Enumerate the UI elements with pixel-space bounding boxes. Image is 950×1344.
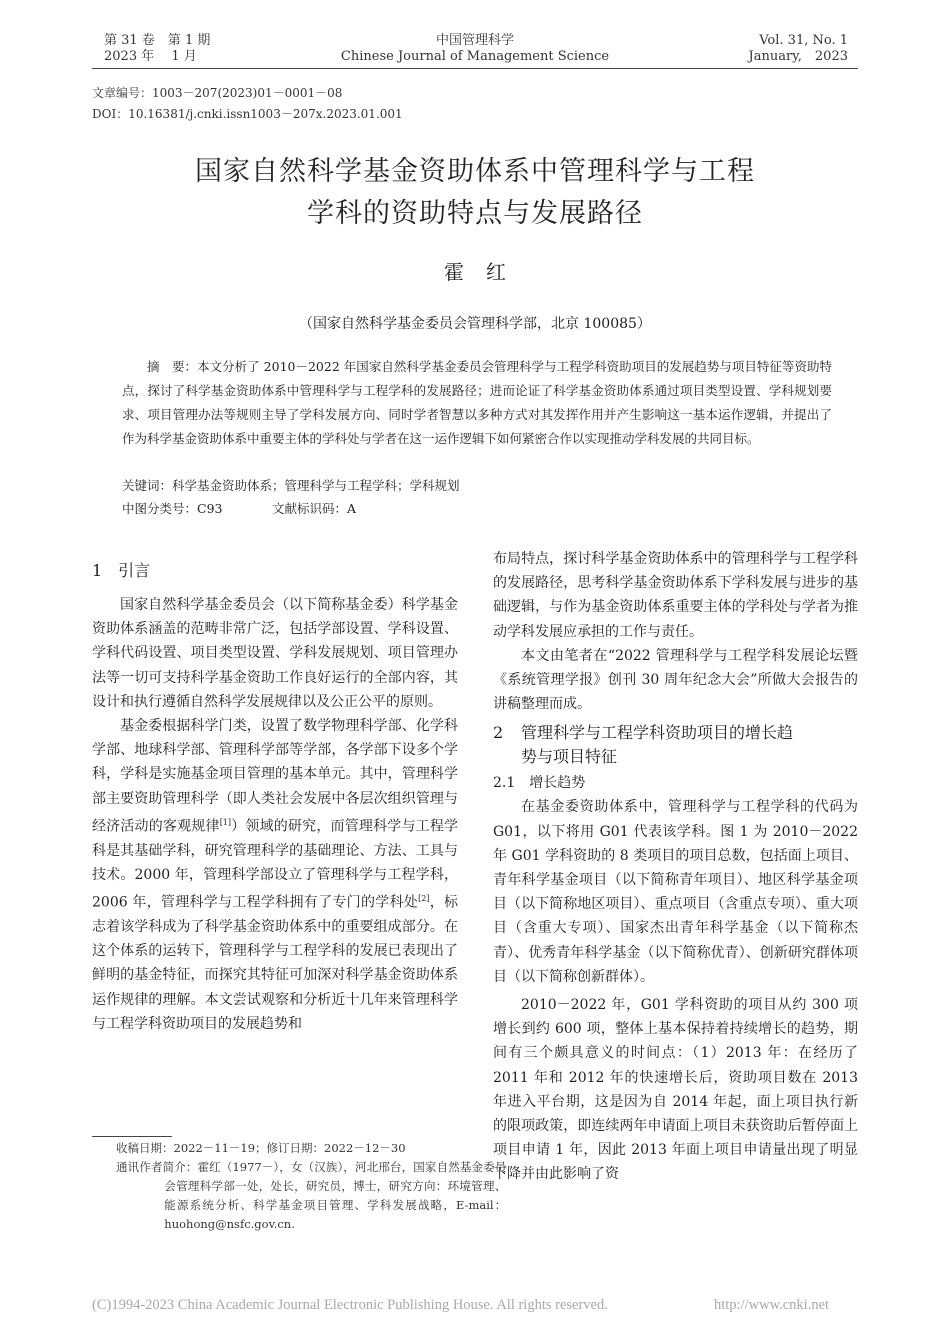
citation-2[interactable]: [2] <box>418 894 430 904</box>
section-2-title-line-2: 势与项目特征 <box>521 747 618 767</box>
header-date-zh: 2023 年 1 月 <box>104 49 197 64</box>
paragraph-growth-2: 2010－2022 年，G01 学科资助的项目从约 300 项增长到约 600 项，整体上基本保持着持续增长的趋势，期间有三个颇具意义的时间点：（1）2013 年：在经历了 2011 年和 2012 年的快速增长后，资助项目数在 2013 年进入平台期，这是因为自 2014 年起，面上项目执行新的限项政策，即连续两年申请面上项目未获资助后暂停面上项目申请 1 年，因此 2013 年面上项目申请量出现了明显下降并由此影响了资 <box>493 997 858 1183</box>
title-line-2: 学科的资助特点与发展路径 <box>307 198 643 229</box>
header-rule <box>92 68 858 69</box>
paragraph-intro-2-part-b: ）领域的研究，而管理科学与工程学科是其基础学科，研究管理科学的基础理论、方法、工具与技术。2000 年，管理科学部设立了管理科学与工程学科，2006 年，管理科学与工程学科拥有了专门的学科处 <box>92 818 459 911</box>
paragraph-growth-1: 在基金委资助体系中，管理科学与工程学科的代码为 G01，以下将用 G01 代表该学科。图 1 为 2010－2022 年 G01 学科资助的 8 类项目的项目总数，包括面上项目、青年科学基金项目（以下简称青年项目）、地区科学基金项目（以下简称地区项目）、重点项目（含重点专项）、重大项目（含重大专项）、国家杰出青年科学基金（以下简称杰青）、优秀青年科学基金（以下简称优青）、创新研究群体项目（以下简称创新群体）。 <box>493 799 858 985</box>
abstract <box>122 355 832 451</box>
author-bio: 通讯作者简介：霍红（1977－），女（汉族），河北邢台，国家自然基金委员会管理科学部一处，处长，研究员，博士，研究方向：环境管理、能源系统分析、科学基金项目管理、学科发展战略，E-mail：huohong@nsfc.gov.cn. <box>116 1160 507 1231</box>
section-2-heading <box>493 721 858 769</box>
copyright-notice: (C)1994-2023 China Academic Journal Electronic Publishing House. All rights reserved. <box>92 1297 608 1313</box>
header-journal-zh: 中国管理科学 <box>435 33 514 48</box>
section-2-1-heading: 2.1 增长趋势 <box>493 775 586 792</box>
paragraph-intro-continued: 布局特点，探讨科学基金资助体系中的管理科学与工程学科的发展路径，思考科学基金资助体系下学科发展与进步的基础逻辑，与作为基金资助体系重要主体的学科处与学者为推动学科发展应承担的工作与责任。 <box>493 551 858 640</box>
document-code: 文献标识码：A <box>272 501 357 516</box>
paragraph-intro-2-part-a: 基金委根据科学门类，设置了数学物理科学部、化学科学部、地球科学部、管理科学部等学部，各学部下设多个学科，学科是实施基金项目管理的基本单元。其中，管理科学部主要资助管理科学（即人类社会发展中各层次组织管理与经济活动的客观规律 <box>92 718 458 835</box>
header-volume-zh: 第 31 卷 第 1 期 <box>104 33 211 48</box>
footer-url[interactable]: http://www.cnki.net <box>714 1297 830 1313</box>
doi: DOI：10.16381/j.cnki.issn1003－207x.2023.01.001 <box>92 107 403 121</box>
left-column <box>92 559 458 1036</box>
title-line-1: 国家自然科学基金资助体系中管理科学与工程 <box>195 156 755 187</box>
right-column <box>493 547 858 1187</box>
keywords: 关键词：科学基金资助体系；管理科学与工程学科；学科规划 <box>122 478 460 493</box>
paragraph-source-note: 本文由笔者在“2022 管理科学与工程学科发展论坛暨《系统管理学报》创刊 30 周年纪念大会”所做大会报告的讲稿整理而成。 <box>493 647 858 713</box>
abstract-text: 本文分析了 2010－2022 年国家自然科学基金委员会管理科学与工程学科资助项目的发展趋势与项目特征等资助特点，探讨了科学基金资助体系中管理科学与工程学科的发展路径；进而论证了科学基金资助体系通过项目类型设置、学科规划要求、项目管理办法等规则主导了学科发展方向、同时学者智慧以多种方式对其发挥作用并产生影响这一基本运作逻辑，并提出了作为科学基金资助体系中重要主体的学科处与学者在这一运作逻辑下如何紧密合作以实现推动学科发展的共同目标。 <box>122 359 832 446</box>
paragraph-intro-2-part-c: ，标志着该学科成为了科学基金资助体系中的重要组成部分。在这个体系的运转下，管理科学与工程学科的发展已表现出了鲜明的基金特征，而探究其特征可加深对科学基金资助体系运作规律的理解。本文尝试观察和分析近十几年来管理科学与工程学科资助项目的发展趋势和 <box>92 894 459 1032</box>
section-2-number: 2 <box>493 723 504 743</box>
section-2-title <box>521 721 793 769</box>
paragraph-intro-1: 国家自然科学基金委员会（以下简称基金委）科学基金资助体系涵盖的范畴非常广泛，包括学部设置、学科设置、学科代码设置、项目类型设置、学科发展规划、项目管理办法等一切可支持科学基金资助工作良好运行的全部内容，其设计和执行遵循自然科学发展规律以及公正公平的原则。 <box>92 597 458 710</box>
footnote-rule <box>92 1136 172 1137</box>
header-volume-en: Vol. 31, No. 1 <box>759 33 848 48</box>
clc-number: 中图分类号：C93 <box>122 501 223 516</box>
section-1-heading: 1 引言 <box>92 561 151 580</box>
section-2-title-line-1: 管理科学与工程学科资助项目的增长趋 <box>521 723 794 743</box>
header-journal-en: Chinese Journal of Management Science <box>340 49 610 64</box>
author: 霍红 <box>444 260 528 284</box>
paragraph-intro-2 <box>92 714 458 1036</box>
header-date-en: January, 2023 <box>748 49 848 64</box>
received-date: 收稿日期：2022－11－19；修订日期：2022－12－30 <box>116 1141 406 1155</box>
affiliation: （国家自然科学基金委员会管理科学部，北京 100085） <box>299 316 651 332</box>
abstract-label: 摘 要： <box>147 359 198 374</box>
citation-1[interactable]: [1] <box>219 817 232 827</box>
article-number: 文章编号：1003－207(2023)01－0001－08 <box>92 86 343 100</box>
